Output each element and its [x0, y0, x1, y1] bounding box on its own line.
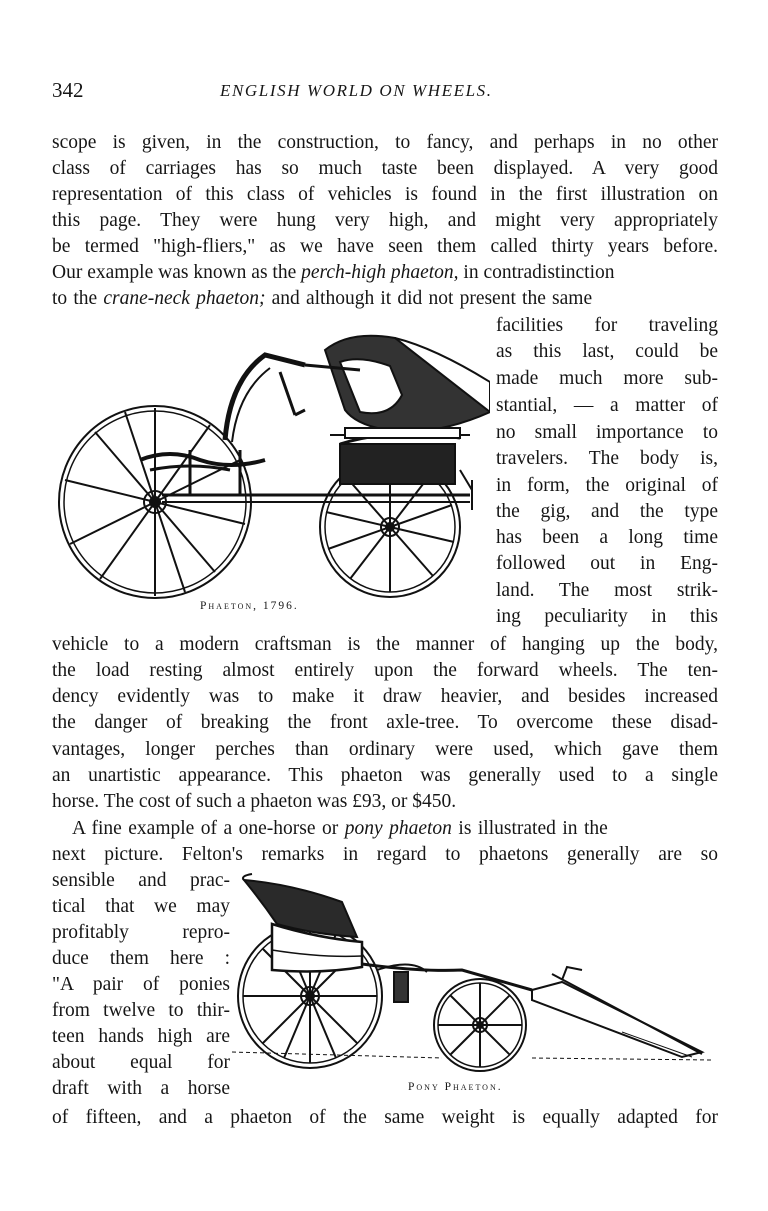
text-line: horse. The cost of such a phaeton was £93, or $450. — [52, 791, 457, 812]
side-text-line: facilities for traveling — [496, 315, 718, 336]
term-crane-neck-phaeton: crane-neck phaeton; — [103, 288, 266, 309]
side-text-line: travelers. The body is, — [496, 448, 718, 469]
left-text-line: sensible and prac- — [52, 870, 230, 891]
side-text-line: as this last, could be — [496, 341, 718, 362]
text-span: in contradistinction — [458, 262, 615, 283]
term-perch-high-phaeton: perch-high phaeton, — [301, 262, 459, 283]
text-line: be termed "high-fliers," as we have seen them called thirty years before. — [52, 236, 718, 257]
text-line: class of carriages has so much taste been displayed. A very good — [52, 158, 718, 179]
phaeton-1796-illustration — [50, 320, 490, 610]
figure-caption: Pony Phaeton. — [408, 1081, 503, 1093]
text-line: scope is given, in the construction, to fancy, and perhaps in no other — [52, 132, 718, 153]
text-line: of fifteen, and a phaeton of the same weight is equally adapted for — [52, 1107, 718, 1128]
text-line: vantages, longer perches than ordinary were used, which gave them — [52, 739, 718, 760]
text-span: A fine example of a one-horse or — [72, 818, 345, 839]
left-text-line: teen hands high are — [52, 1026, 230, 1047]
text-line: vehicle to a modern craftsman is the manner of hanging up the body, — [52, 634, 718, 655]
running-title: ENGLISH WORLD ON WHEELS. — [220, 81, 493, 100]
left-text-line: tical that we may — [52, 896, 230, 917]
left-text-line: "A pair of ponies — [52, 974, 230, 995]
side-text-line: has been a long time — [496, 527, 718, 548]
text-line — [52, 286, 718, 312]
side-text-line: the gig, and the type — [496, 501, 718, 522]
text-line: the load resting almost entirely upon the forward wheels. The ten- — [52, 660, 718, 681]
text-line — [52, 260, 718, 286]
left-text-line: from twelve to thir- — [52, 1000, 230, 1021]
term-pony-phaeton: pony phaeton — [344, 818, 452, 839]
left-text-line: about equal for — [52, 1052, 230, 1073]
side-text-line: in form, the original of — [496, 475, 718, 496]
side-text-line: land. The most strik- — [496, 580, 718, 601]
left-text-line: profitably repro- — [52, 922, 230, 943]
figure-caption: Phaeton, 1796. — [200, 600, 299, 612]
text-line: dency evidently was to make it draw heavier, and besides increased — [52, 686, 718, 707]
text-line: next picture. Felton's remarks in regard to phaetons generally are so — [52, 844, 718, 865]
side-text-line: no small importance to — [496, 422, 718, 443]
text-line — [52, 816, 718, 842]
side-text-line: followed out in Eng- — [496, 553, 718, 574]
text-span: to the — [52, 288, 104, 309]
left-text-line: draft with a horse — [52, 1078, 230, 1099]
text-line: this page. They were hung very high, and might very appropriately — [52, 210, 718, 231]
text-span: and although it did not present the same — [265, 288, 593, 309]
side-text-line: stantial, — a matter of — [496, 395, 718, 416]
side-text-line: ing peculiarity in this — [496, 606, 718, 627]
text-line: an unartistic appearance. This phaeton was generally used to a single — [52, 765, 718, 786]
side-text-line: made much more sub- — [496, 368, 718, 389]
text-span: Our example was known as the — [52, 262, 302, 283]
text-line: the danger of breaking the front axle-tree. To overcome these disad- — [52, 712, 718, 733]
pony-phaeton-illustration — [232, 862, 718, 1074]
page-number: 342 — [52, 78, 84, 102]
running-header — [52, 78, 718, 108]
text-span: is illustrated in the — [451, 818, 608, 839]
left-text-line: duce them here : — [52, 948, 230, 969]
text-line: representation of this class of vehicles is found in the first illustration on — [52, 184, 718, 205]
